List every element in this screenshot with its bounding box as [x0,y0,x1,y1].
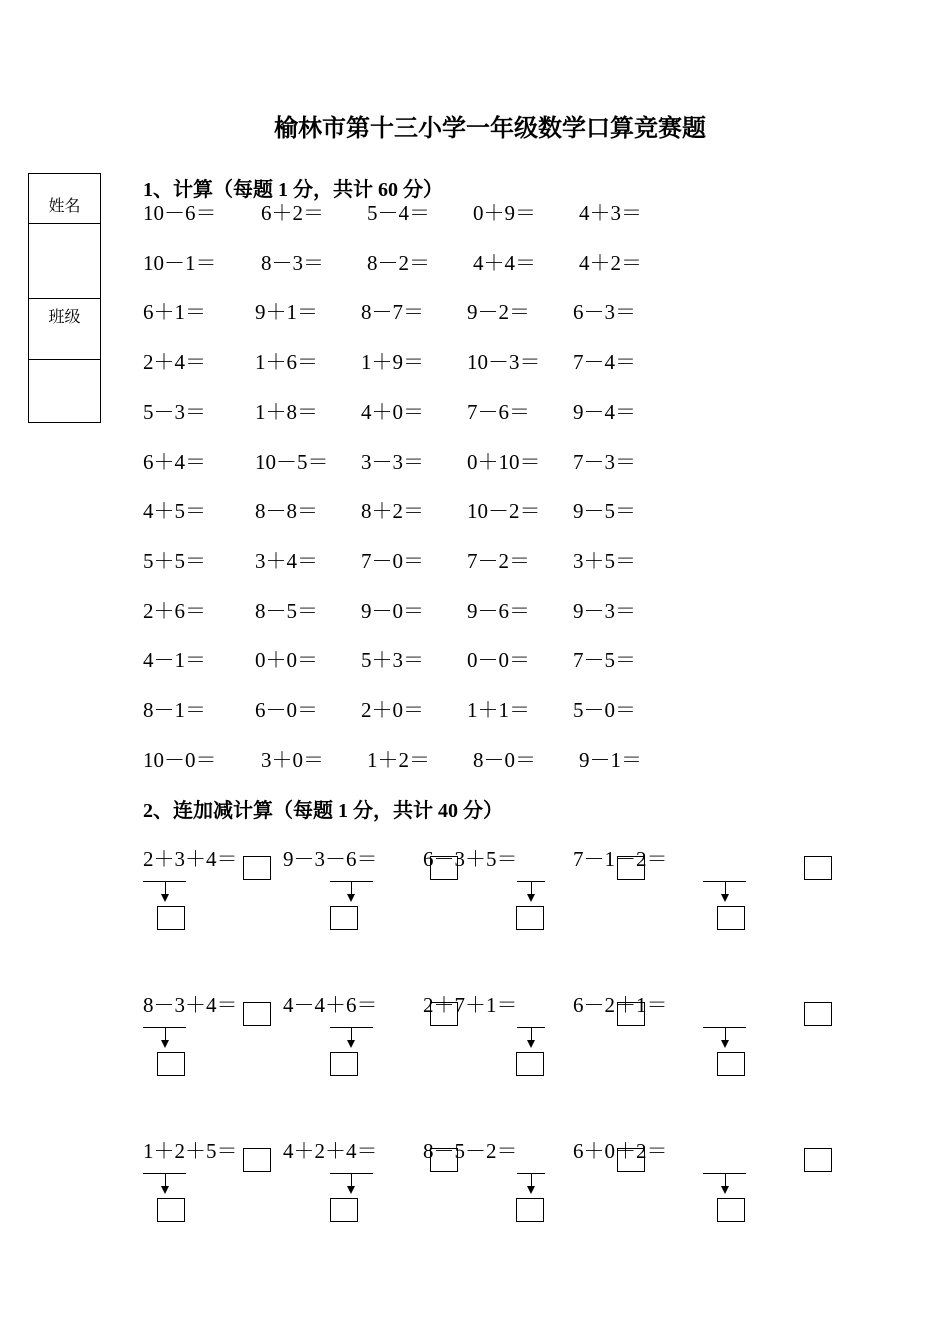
page-title: 榆林市第十三小学一年级数学口算竞赛题 [274,116,706,142]
problem: 7－4＝ [573,350,636,375]
problem: 3＋0＝ [261,747,324,772]
problem: 7－2＝ [467,548,530,573]
problem: 5＋5＝ [143,548,206,573]
answer-box[interactable] [804,856,832,880]
problem: 7－6＝ [467,399,530,424]
problem: 6－0＝ [255,698,318,722]
chain-problem: 4－4＋6＝ [283,993,378,1017]
intermediate-answer-box[interactable] [157,1052,185,1076]
arrow-head-icon [161,1040,169,1048]
arrow-head-icon [347,1186,355,1194]
arrow-head-icon [161,894,169,902]
problem: 4＋5＝ [143,499,206,524]
arrow-head-icon [527,1040,535,1048]
intermediate-answer-box[interactable] [516,906,544,930]
arrow-head-icon [527,894,535,902]
problem: 6＋1＝ [143,300,206,325]
intermediate-answer-box[interactable] [157,1198,185,1222]
arrow-stem [531,881,532,895]
problem: 10－2＝ [467,499,541,524]
answer-box[interactable] [804,1148,832,1172]
intermediate-answer-box[interactable] [717,1052,745,1076]
problem: 3－3＝ [361,449,424,474]
class-field[interactable] [29,360,100,422]
problem: 4＋2＝ [579,250,642,275]
problem: 8－3＝ [261,250,324,275]
problem: 9－0＝ [361,598,424,623]
chain-problem: 2＋7＋1＝ [423,993,518,1017]
chain-problem: 4＋2＋4＝ [283,1139,378,1163]
arrow-stem [165,1173,166,1187]
arrow-stem [725,881,726,895]
problem: 4＋3＝ [579,201,642,225]
chain-problem: 9－3－6＝ [283,847,378,871]
arrow-head-icon [347,894,355,902]
name-field[interactable] [29,224,100,299]
problem: 5－0＝ [573,698,636,722]
problem: 1＋8＝ [255,399,318,424]
problem: 4＋0＝ [361,399,424,424]
arrow-head-icon [721,894,729,902]
problem: 10－5＝ [255,449,329,474]
intermediate-answer-box[interactable] [516,1052,544,1076]
problem: 4＋4＝ [473,250,536,275]
problem: 7－3＝ [573,449,636,474]
arrow-stem [531,1027,532,1041]
problem: 7－0＝ [361,548,424,573]
problem: 9＋1＝ [255,300,318,325]
problem: 8－0＝ [473,747,536,772]
problem: 3＋4＝ [255,548,318,573]
problem: 2＋6＝ [143,598,206,623]
problem: 1＋1＝ [467,698,530,722]
problem: 0＋0＝ [255,648,318,673]
problem: 9－6＝ [467,598,530,623]
name-label: 姓名 [29,174,100,224]
arrow-head-icon [721,1040,729,1048]
problem: 9－1＝ [579,747,642,772]
chain-problem: 6－2＋1＝ [573,993,668,1017]
arrow-head-icon [347,1040,355,1048]
intermediate-answer-box[interactable] [330,906,358,930]
problem: 0＋9＝ [473,201,536,225]
chain-problem: 2＋3＋4＝ [143,847,238,871]
problem: 8－7＝ [361,300,424,325]
intermediate-answer-box[interactable] [516,1198,544,1222]
intermediate-answer-box[interactable] [717,906,745,930]
arrow-stem [165,1027,166,1041]
problem: 2＋0＝ [361,698,424,722]
problem: 6－3＝ [573,300,636,325]
class-label: 班级 [29,299,100,360]
problem: 1＋6＝ [255,350,318,375]
arrow-stem [351,1173,352,1187]
problem: 8－5＝ [255,598,318,623]
problem: 9－3＝ [573,598,636,623]
problem: 0＋10＝ [467,449,541,474]
problem: 9－5＝ [573,499,636,524]
arrow-stem [725,1173,726,1187]
problem: 5－4＝ [367,201,430,225]
problem: 3＋5＝ [573,548,636,573]
intermediate-answer-box[interactable] [157,906,185,930]
answer-box[interactable] [243,1148,271,1172]
problem: 4－1＝ [143,648,206,673]
answer-box[interactable] [804,1002,832,1026]
section1-heading: 1、计算（每题 1 分，共计 60 分） [143,179,443,201]
chain-problem: 1＋2＋5＝ [143,1139,238,1163]
arrow-stem [351,1027,352,1041]
answer-box[interactable] [243,1002,271,1026]
chain-problem: 6＋0＋2＝ [573,1139,668,1163]
problem: 10－1＝ [143,250,217,275]
arrow-stem [351,881,352,895]
arrow-stem [531,1173,532,1187]
problem: 8－1＝ [143,698,206,722]
chain-problem: 8－3＋4＝ [143,993,238,1017]
problem: 9－2＝ [467,300,530,325]
intermediate-answer-box[interactable] [330,1052,358,1076]
arrow-stem [165,881,166,895]
problem: 0－0＝ [467,648,530,673]
problem: 1＋9＝ [361,350,424,375]
problem: 8－2＝ [367,250,430,275]
arrow-head-icon [161,1186,169,1194]
intermediate-answer-box[interactable] [330,1198,358,1222]
problem: 6＋2＝ [261,201,324,225]
section2-heading: 2、连加减计算（每题 1 分，共计 40 分） [143,800,503,822]
student-info-table [28,173,101,423]
intermediate-answer-box[interactable] [717,1198,745,1222]
arrow-head-icon [721,1186,729,1194]
problem: 2＋4＝ [143,350,206,375]
problem: 5－3＝ [143,399,206,424]
problem: 10－6＝ [143,201,217,225]
problem: 8＋2＝ [361,499,424,524]
arrow-stem [725,1027,726,1041]
chain-problem: 7－1－2＝ [573,847,668,871]
problem: 10－0＝ [143,747,217,772]
problem: 8－8＝ [255,499,318,524]
chain-problem: 6－3＋5＝ [423,847,518,871]
chain-problem: 8－5－2＝ [423,1139,518,1163]
answer-box[interactable] [243,856,271,880]
problem: 9－4＝ [573,399,636,424]
problem: 5＋3＝ [361,648,424,673]
arrow-head-icon [527,1186,535,1194]
problem: 10－3＝ [467,350,541,375]
problem: 6＋4＝ [143,449,206,474]
problem: 7－5＝ [573,648,636,673]
problem: 1＋2＝ [367,747,430,772]
